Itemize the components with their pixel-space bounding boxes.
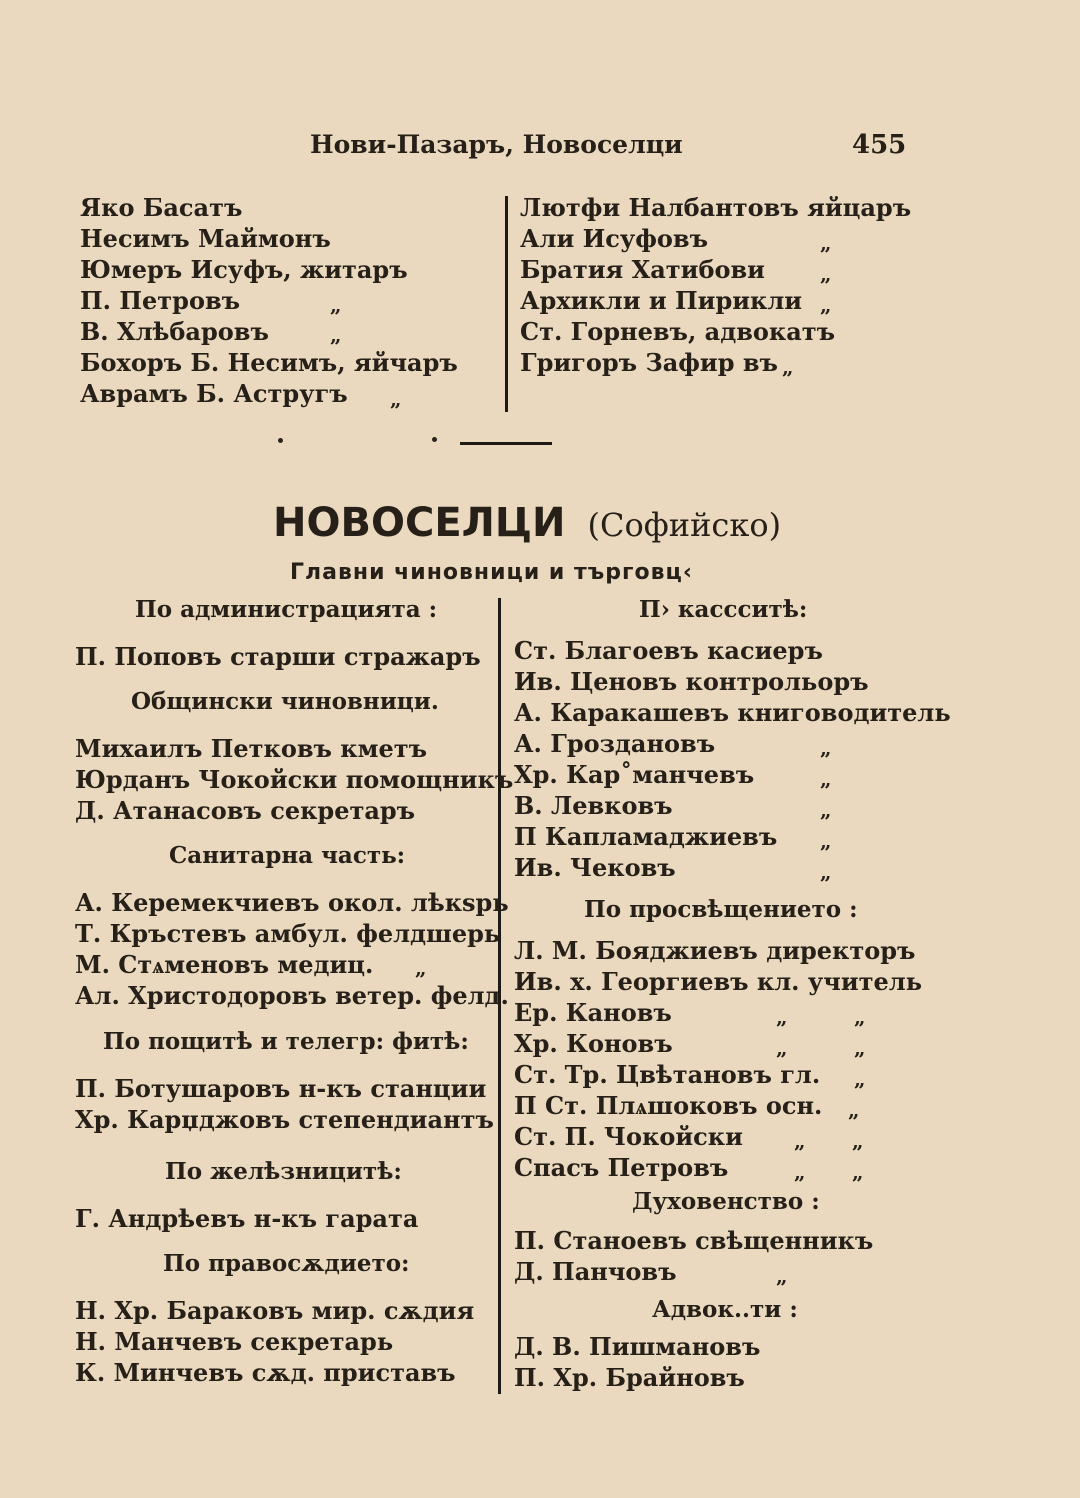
region-name: (Софийско) xyxy=(587,506,782,544)
list-item: В. Хлѣбаровъ xyxy=(80,317,269,346)
list-item: Михаилъ Петковъ кметъ xyxy=(75,734,428,763)
heading-lawyers: Адвок..ти : xyxy=(652,1296,798,1323)
list-item: Хр. Коновъ xyxy=(514,1029,673,1058)
list-item: П. Ботушаровъ н-къ станции xyxy=(75,1074,487,1103)
section-separator xyxy=(460,442,552,445)
ditto-mark: „ xyxy=(848,1098,860,1122)
list-item: Д. В. Пишмановъ xyxy=(514,1332,761,1361)
ditto-mark: „ xyxy=(330,293,342,317)
list-item: Т. Кръстевъ амбул. фелдшерь xyxy=(75,919,501,948)
list-item: Ст. П. Чокойски xyxy=(514,1122,743,1151)
ditto-mark: „ xyxy=(820,829,832,853)
heading-treasury: П› кассситѣ: xyxy=(639,596,808,623)
list-item: Ст. Горневъ, адвокатъ xyxy=(520,317,836,346)
list-item: Братия Хатибови xyxy=(520,255,765,284)
town-name: НОВОСЕЛЦИ xyxy=(273,500,566,546)
list-item: Хр. Карџджовъ степендиантъ xyxy=(75,1105,494,1134)
heading-municipal: Общински чиновници. xyxy=(131,688,439,715)
ditto-mark: „ xyxy=(794,1160,806,1184)
ditto-mark: „ xyxy=(330,323,342,347)
list-item: Лютфи Налбантовъ яйцаръ xyxy=(520,193,912,222)
list-item: Д. Атанасовъ секретаръ xyxy=(75,796,416,825)
list-item: Н. Хр. Бараковъ мир. сѫдия xyxy=(75,1296,475,1325)
list-item: Аврамъ Б. Астругъ xyxy=(80,379,348,408)
heading-railway: По желѣзницитѣ: xyxy=(165,1158,402,1185)
list-item: Д. Панчовъ xyxy=(514,1257,677,1286)
list-item: П Капламаджиевъ xyxy=(514,822,778,851)
column-divider xyxy=(505,196,508,412)
ditto-mark: „ xyxy=(854,1067,866,1091)
list-item: Спасъ Петровъ xyxy=(514,1153,729,1182)
heading-court: По правосѫдието: xyxy=(163,1250,410,1277)
ditto-mark: „ xyxy=(415,956,427,980)
list-item: Ив. Чековъ xyxy=(514,853,676,882)
list-item: Ив. х. Георгиевъ кл. учитель xyxy=(514,967,922,996)
heading-sanitary: Санитарна часть: xyxy=(169,842,406,869)
list-item: В. Левковъ xyxy=(514,791,673,820)
ditto-mark: „ xyxy=(820,767,832,791)
list-item: А. Гроздановъ xyxy=(514,729,716,758)
ink-dot xyxy=(432,437,437,442)
list-item: Ер. Кановъ xyxy=(514,998,672,1027)
list-item: Али Исуфовъ xyxy=(520,224,709,253)
heading-post: По пощитѣ и телегр: фитѣ: xyxy=(103,1028,469,1055)
ditto-mark: „ xyxy=(852,1160,864,1184)
list-item: М. Стѧменовъ медиц. xyxy=(75,950,374,979)
list-item: П. Хр. Брайновъ xyxy=(514,1363,745,1392)
list-item: П. Поповъ старши стражаръ xyxy=(75,642,481,671)
ditto-mark: „ xyxy=(852,1129,864,1153)
page-header xyxy=(0,130,1080,170)
list-item: Юмеръ Исуфъ, житаръ xyxy=(80,255,408,284)
list-item: Ст. Благоевъ касиеръ xyxy=(514,636,823,665)
ditto-mark: „ xyxy=(776,1036,788,1060)
section-title xyxy=(273,500,781,546)
list-item: Ив. Ценовъ контрольоръ xyxy=(514,667,869,696)
ditto-mark: „ xyxy=(776,1264,788,1288)
ditto-mark: „ xyxy=(390,387,402,411)
ditto-mark: „ xyxy=(820,860,832,884)
list-item: Несимъ Маймонъ xyxy=(80,224,331,253)
list-item: П. Петровъ xyxy=(80,286,241,315)
list-item: Яко Басатъ xyxy=(80,193,243,222)
ditto-mark: „ xyxy=(820,293,832,317)
ditto-mark: „ xyxy=(820,798,832,822)
page-number: 455 xyxy=(852,130,907,160)
list-item: Юрданъ Чокойски помощникъ xyxy=(75,765,514,794)
ditto-mark: „ xyxy=(794,1129,806,1153)
heading-clergy: Духовенство : xyxy=(632,1188,820,1215)
heading-administration: По администрацията : xyxy=(135,596,438,623)
list-item: А. Керемекчиевъ окол. лѣкѕрь xyxy=(75,888,509,917)
ditto-mark: „ xyxy=(854,1036,866,1060)
list-item: Н. Манчевъ секретарь xyxy=(75,1327,394,1356)
list-item: Григоръ Зафир въ xyxy=(520,348,778,377)
section-subtitle: Главни чиновници и търговц‹ xyxy=(290,560,693,585)
running-title: Нови-Пазаръ, Новоселци xyxy=(310,130,683,159)
ditto-mark: „ xyxy=(776,1005,788,1029)
list-item: П Ст. Плѧшоковъ осн. xyxy=(514,1091,823,1120)
list-item: К. Минчевъ сѫд. приставъ xyxy=(75,1358,456,1387)
list-item: А. Каракашевъ книговодитель xyxy=(514,698,951,727)
list-item: Бохоръ Б. Несимъ, яйчаръ xyxy=(80,348,458,377)
list-item: Г. Андрѣевъ н-къ гарата xyxy=(75,1204,419,1233)
ditto-mark: „ xyxy=(820,262,832,286)
ditto-mark: „ xyxy=(782,355,794,379)
heading-education: По просвѣщението : xyxy=(584,896,858,923)
list-item: Хр. Кар˚манчевъ xyxy=(514,760,755,789)
ditto-mark: „ xyxy=(820,231,832,255)
list-item: П. Станоевъ свѣщенникъ xyxy=(514,1226,874,1255)
ditto-mark: „ xyxy=(820,736,832,760)
list-item: Ст. Тр. Цвѣтановъ гл. xyxy=(514,1060,821,1089)
list-item: Архикли и Пирикли xyxy=(520,286,803,315)
ink-dot xyxy=(278,438,283,443)
list-item: Л. М. Бояджиевъ директоръ xyxy=(514,936,916,965)
list-item: Ал. Христодоровъ ветер. фелд. xyxy=(75,981,509,1010)
ditto-mark: „ xyxy=(854,1005,866,1029)
